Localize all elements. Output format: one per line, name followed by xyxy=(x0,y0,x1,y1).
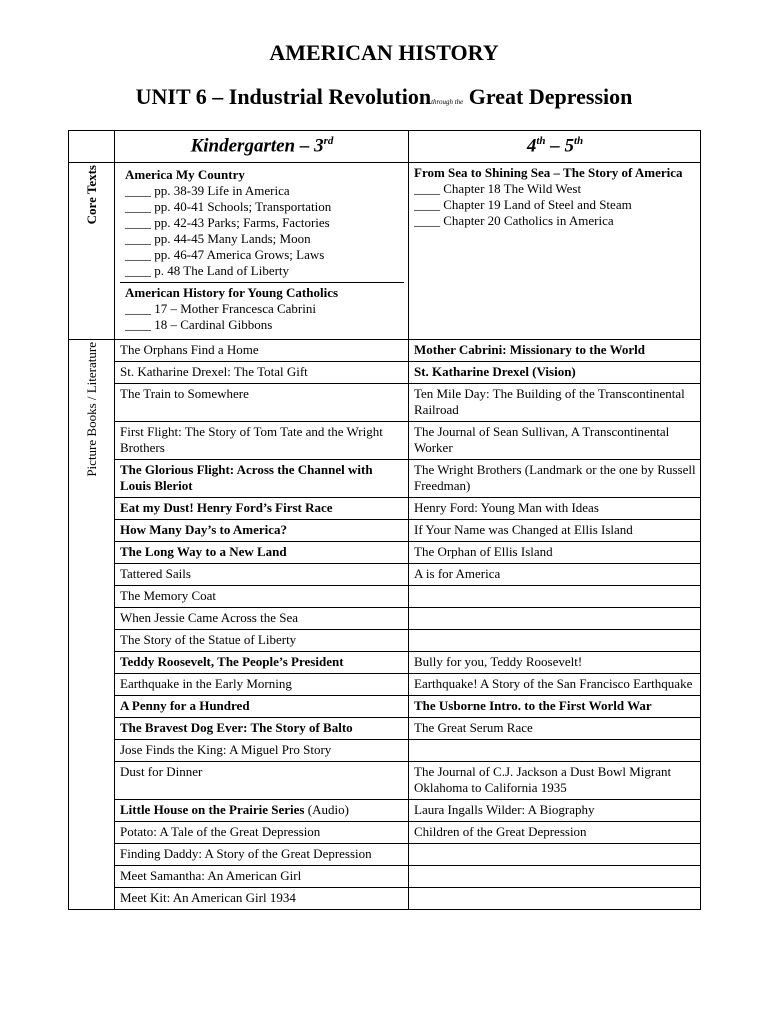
book-k3-title: The Train to Somewhere xyxy=(120,386,249,401)
book-45 xyxy=(409,608,701,630)
literature-row xyxy=(69,652,701,674)
header-45-b: – 5 xyxy=(545,135,574,157)
book-k3-title: When Jessie Came Across the Sea xyxy=(120,610,298,625)
book-k3-title: Meet Samantha: An American Girl xyxy=(120,868,302,883)
book-k3-title: The Story of the Statue of Liberty xyxy=(120,632,297,647)
literature-row xyxy=(69,718,701,740)
book-45 xyxy=(409,422,701,460)
book-k3 xyxy=(115,542,409,564)
literature-row xyxy=(69,630,701,652)
book-k3 xyxy=(115,822,409,844)
book-k3-title: Meet Kit: An American Girl 1934 xyxy=(120,890,296,905)
book-45-title: The Journal of C.J. Jackson a Dust Bowl Migrant Oklahoma to California 1935 xyxy=(414,764,672,795)
subtitle-suffix: Great Depression xyxy=(463,84,633,109)
book-45-title: Ten Mile Day: The Building of the Transcontinental Railroad xyxy=(414,386,685,417)
core-k3-book1-title: America My Country xyxy=(125,167,245,182)
literature-row xyxy=(69,844,701,866)
book-45-title: Laura Ingalls Wilder: A Biography xyxy=(414,802,595,817)
literature-row xyxy=(69,608,701,630)
core-k3-book2 xyxy=(120,282,404,336)
header-45 xyxy=(409,131,701,163)
book-45 xyxy=(409,762,701,800)
unit-subtitle xyxy=(0,84,768,110)
book-45 xyxy=(409,822,701,844)
book-k3-note: (Audio) xyxy=(304,802,349,817)
core-text-item: ____ Chapter 18 The Wild West xyxy=(414,181,582,196)
book-45 xyxy=(409,362,701,384)
literature-row xyxy=(69,696,701,718)
book-k3 xyxy=(115,652,409,674)
core-k3-book1-items xyxy=(125,183,400,279)
book-45 xyxy=(409,340,701,362)
book-45-title: The Wright Brothers (Landmark or the one by Russell Freedman) xyxy=(414,462,696,493)
header-row xyxy=(69,131,701,163)
book-45-title: A is for America xyxy=(414,566,501,581)
book-k3-title: Potato: A Tale of the Great Depression xyxy=(120,824,321,839)
core-text-item: ____ pp. 40-41 Schools; Transportation xyxy=(125,199,332,214)
literature-row xyxy=(69,542,701,564)
literature-row xyxy=(69,340,701,362)
core-k3-book1 xyxy=(120,165,404,282)
core-k3-cell xyxy=(115,163,409,340)
book-k3-title: Jose Finds the King: A Miguel Pro Story xyxy=(120,742,332,757)
book-k3 xyxy=(115,888,409,910)
literature-label: Picture Books / Literature xyxy=(84,342,99,477)
literature-row xyxy=(69,384,701,422)
header-k3-text: Kindergarten – 3 xyxy=(190,135,324,157)
core-45-book-items xyxy=(414,181,696,229)
book-k3 xyxy=(115,564,409,586)
book-45 xyxy=(409,652,701,674)
book-45 xyxy=(409,718,701,740)
literature-row xyxy=(69,564,701,586)
book-45-title: Mother Cabrini: Missionary to the World xyxy=(414,342,645,357)
core-text-item: ____ p. 48 The Land of Liberty xyxy=(125,263,290,278)
subtitle-prefix: UNIT 6 – Industrial Revolution xyxy=(135,84,432,109)
core-text-item: ____ pp. 44-45 Many Lands; Moon xyxy=(125,231,311,246)
book-45 xyxy=(409,460,701,498)
core-k3-book2-items xyxy=(125,301,400,333)
book-45-title: The Orphan of Ellis Island xyxy=(414,544,553,559)
book-k3-title: Little House on the Prairie Series xyxy=(120,802,305,817)
book-k3 xyxy=(115,762,409,800)
book-45 xyxy=(409,696,701,718)
book-k3-title: Earthquake in the Early Morning xyxy=(120,676,292,691)
book-k3 xyxy=(115,674,409,696)
book-45 xyxy=(409,888,701,910)
book-k3-title: The Glorious Flight: Across the Channel with Louis Bleriot xyxy=(120,462,373,493)
core-k3-book2-title: American History for Young Catholics xyxy=(125,285,339,300)
header-corner xyxy=(69,131,115,163)
header-45-a-sup: th xyxy=(536,135,546,147)
literature-row xyxy=(69,586,701,608)
book-k3-title: Finding Daddy: A Story of the Great Depression xyxy=(120,846,372,861)
book-45 xyxy=(409,586,701,608)
book-k3-title: First Flight: The Story of Tom Tate and the Wright Brothers xyxy=(120,424,383,455)
book-k3 xyxy=(115,866,409,888)
book-45 xyxy=(409,630,701,652)
book-k3 xyxy=(115,844,409,866)
literature-label-cell xyxy=(69,340,115,910)
core-text-item: ____ pp. 38-39 Life in America xyxy=(125,183,290,198)
core-texts-row xyxy=(69,163,701,340)
book-k3 xyxy=(115,460,409,498)
book-k3-title: Teddy Roosevelt, The People’s President xyxy=(120,654,344,669)
literature-row xyxy=(69,422,701,460)
book-45-title: St. Katharine Drexel (Vision) xyxy=(414,364,576,379)
literature-row xyxy=(69,822,701,844)
book-45-title: Bully for you, Teddy Roosevelt! xyxy=(414,654,583,669)
book-k3 xyxy=(115,422,409,460)
book-k3-title: Eat my Dust! Henry Ford’s First Race xyxy=(120,500,333,515)
book-k3 xyxy=(115,586,409,608)
book-k3 xyxy=(115,384,409,422)
header-45-b-sup: th xyxy=(574,135,584,147)
core-45-book-title: From Sea to Shining Sea – The Story of America xyxy=(414,165,683,180)
literature-row xyxy=(69,866,701,888)
book-45 xyxy=(409,674,701,696)
book-k3-title: Dust for Dinner xyxy=(120,764,203,779)
book-45 xyxy=(409,564,701,586)
book-k3 xyxy=(115,362,409,384)
book-45-title: Henry Ford: Young Man with Ideas xyxy=(414,500,599,515)
book-45-title: Earthquake! A Story of the San Francisco Earthquake xyxy=(414,676,693,691)
book-k3 xyxy=(115,340,409,362)
subtitle-small: through the xyxy=(431,98,464,106)
literature-row xyxy=(69,740,701,762)
book-k3 xyxy=(115,740,409,762)
header-k3 xyxy=(115,131,409,163)
header-k3-sup: rd xyxy=(323,135,334,147)
book-k3-title: The Memory Coat xyxy=(120,588,217,603)
book-k3-title: The Orphans Find a Home xyxy=(120,342,259,357)
core-text-item: ____ Chapter 20 Catholics in America xyxy=(414,213,614,228)
curriculum-table xyxy=(68,130,701,910)
core-45-cell xyxy=(409,163,701,340)
header-45-a: 4 xyxy=(526,135,537,157)
book-k3-title: Tattered Sails xyxy=(120,566,191,581)
core-text-item: ____ pp. 42-43 Parks; Farms, Factories xyxy=(125,215,330,230)
core-text-item: ____ 17 – Mother Francesca Cabrini xyxy=(125,301,316,316)
book-k3-title: The Bravest Dog Ever: The Story of Balto xyxy=(120,720,353,735)
literature-row xyxy=(69,460,701,498)
literature-row xyxy=(69,674,701,696)
core-text-item: ____ 18 – Cardinal Gibbons xyxy=(125,317,273,332)
literature-row xyxy=(69,520,701,542)
book-k3 xyxy=(115,520,409,542)
core-text-item: ____ pp. 46-47 America Grows; Laws xyxy=(125,247,325,262)
book-45 xyxy=(409,800,701,822)
book-45-title: The Journal of Sean Sullivan, A Transcontinental Worker xyxy=(414,424,670,455)
book-k3 xyxy=(115,630,409,652)
book-45 xyxy=(409,844,701,866)
book-45 xyxy=(409,384,701,422)
book-45 xyxy=(409,520,701,542)
book-k3-title: The Long Way to a New Land xyxy=(120,544,287,559)
literature-row xyxy=(69,362,701,384)
book-k3 xyxy=(115,718,409,740)
book-45 xyxy=(409,740,701,762)
book-k3 xyxy=(115,608,409,630)
book-k3-title: How Many Day’s to America? xyxy=(120,522,288,537)
literature-row xyxy=(69,800,701,822)
book-k3 xyxy=(115,696,409,718)
literature-row xyxy=(69,498,701,520)
core-text-item: ____ Chapter 19 Land of Steel and Steam xyxy=(414,197,632,212)
document-title: AMERICAN HISTORY xyxy=(269,40,499,65)
core-texts-label-cell xyxy=(69,163,115,340)
book-k3 xyxy=(115,800,409,822)
book-k3-title: St. Katharine Drexel: The Total Gift xyxy=(120,364,308,379)
book-k3 xyxy=(115,498,409,520)
book-k3-title: A Penny for a Hundred xyxy=(120,698,250,713)
literature-row xyxy=(69,888,701,910)
book-45-title: The Usborne Intro. to the First World War xyxy=(414,698,652,713)
core-texts-label: Core Texts xyxy=(84,165,99,225)
literature-row xyxy=(69,762,701,800)
book-45 xyxy=(409,542,701,564)
book-45 xyxy=(409,498,701,520)
book-45 xyxy=(409,866,701,888)
book-45-title: If Your Name was Changed at Ellis Island xyxy=(414,522,633,537)
book-45-title: The Great Serum Race xyxy=(414,720,533,735)
literature-body xyxy=(69,340,701,910)
book-45-title: Children of the Great Depression xyxy=(414,824,587,839)
